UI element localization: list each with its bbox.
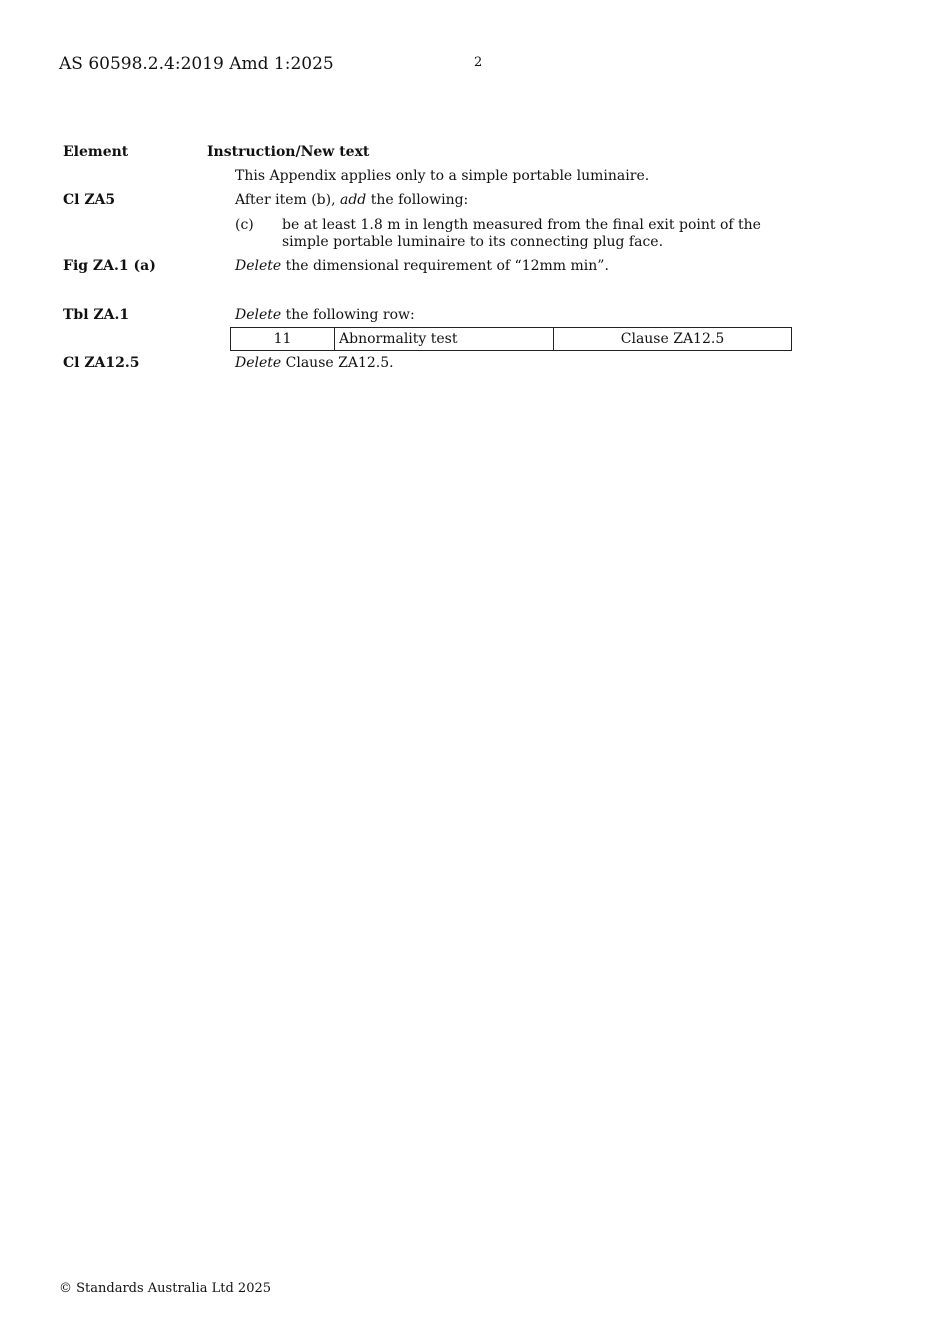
cl-za5-pre: After item (b), [235, 192, 340, 208]
item-c-line-1: be at least 1.8 m in length measured from the final exit point of the [282, 217, 761, 233]
cl-za12-5-verb: Delete [235, 355, 282, 371]
item-c-line-2: simple portable luminaire to its connecting plug face. [282, 234, 664, 250]
table-cell-number: 11 [231, 328, 335, 351]
table-cell-test: Abnormality test [335, 328, 554, 351]
table-cell-clause: Clause ZA12.5 [554, 328, 792, 351]
tbl-za1-verb: Delete [235, 307, 282, 323]
cl-za12-5-text: Clause ZA12.5. [281, 355, 394, 371]
tbl-za1-instruction [235, 307, 415, 323]
table-row [231, 328, 792, 351]
cl-za12-5-instruction [235, 355, 394, 371]
fig-za1a-verb: Delete [235, 258, 282, 274]
copyright-footer: © Standards Australia Ltd 2025 [59, 1281, 272, 1296]
deleted-row-table [230, 327, 792, 351]
fig-za1a-instruction [235, 258, 609, 274]
element-tbl-za1: Tbl ZA.1 [63, 307, 130, 323]
element-cl-za5: Cl ZA5 [63, 192, 116, 208]
item-c-text [282, 217, 762, 251]
instruction-column-heading: Instruction/New text [207, 144, 370, 160]
standard-identifier: AS 60598.2.4:2019 Amd 1:2025 [59, 54, 334, 74]
element-cl-za12-5: Cl ZA12.5 [63, 355, 140, 371]
fig-za1a-text: the dimensional requirement of “12mm min”. [281, 258, 609, 274]
cl-za5-verb: add [340, 192, 367, 208]
appendix-scope-text: This Appendix applies only to a simple portable luminaire. [235, 168, 650, 184]
element-column-heading: Element [63, 144, 129, 160]
cl-za5-post: the following: [366, 192, 469, 208]
item-c-label: (c) [235, 217, 254, 233]
element-fig-za1a: Fig ZA.1 (a) [63, 258, 156, 274]
tbl-za1-text: the following row: [281, 307, 415, 323]
cl-za5-instruction [235, 192, 468, 208]
page-number: 2 [474, 55, 483, 70]
